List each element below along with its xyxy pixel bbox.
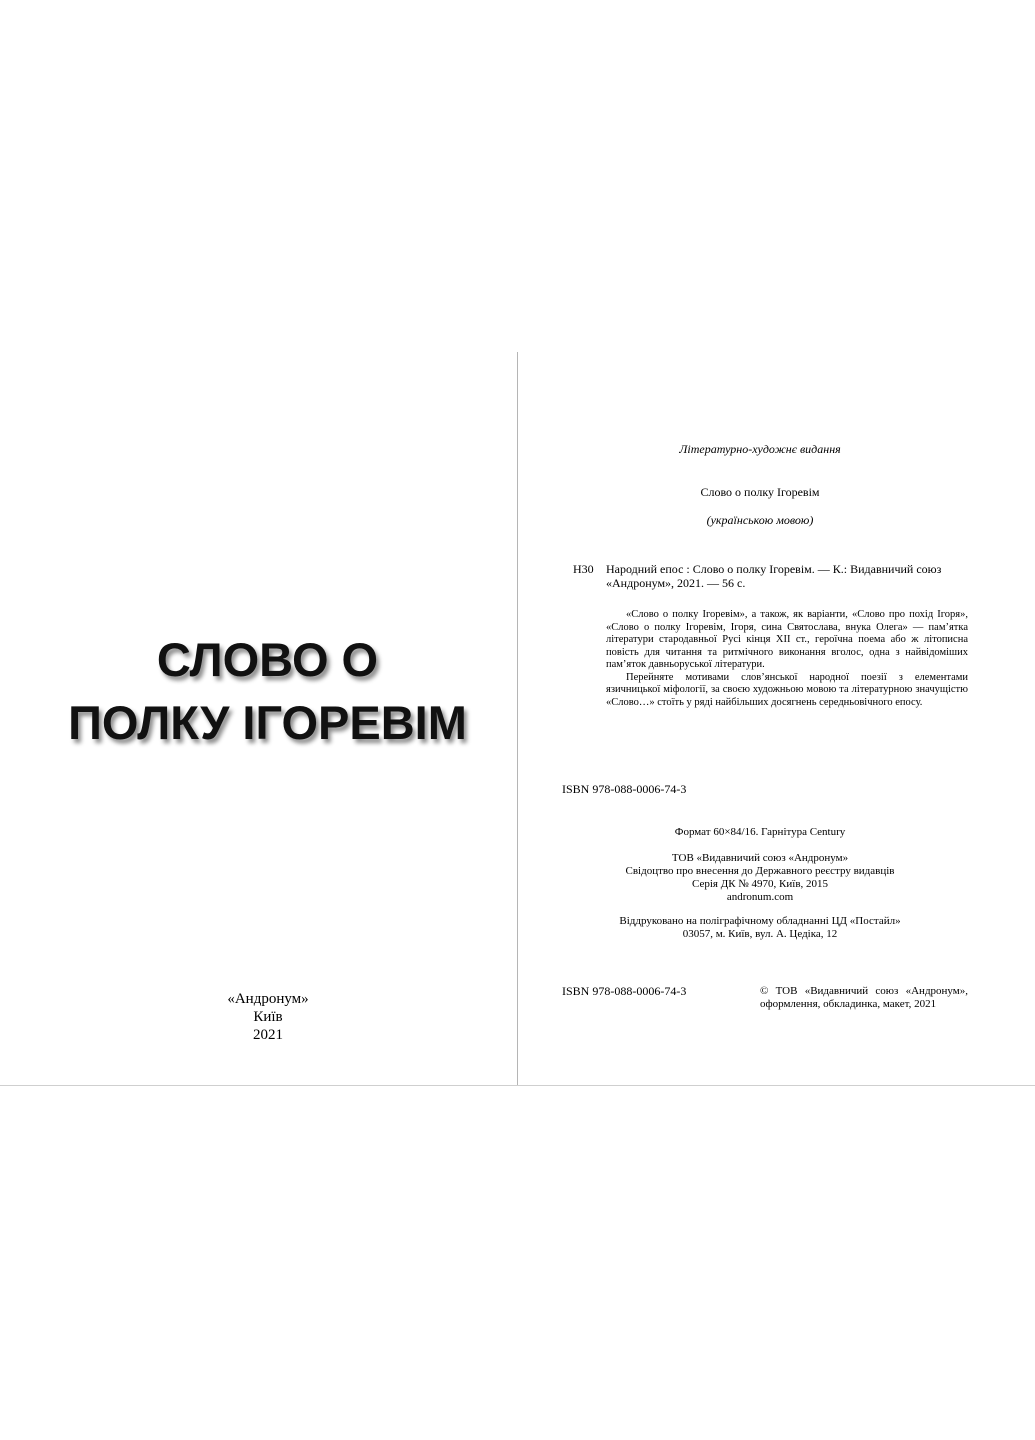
bibliographic-record: [606, 563, 968, 590]
publisher-series: Серія ДК № 4970, Київ, 2015: [691, 878, 829, 890]
language-note: (українською мовою): [706, 513, 814, 527]
printer-address: 03057, м. Київ, вул. А. Цедіка, 12: [682, 928, 838, 940]
left-publisher: «Андронум»: [227, 991, 309, 1007]
copyright-notice: © ТОВ «Видавничий союз «Андронум», оформлення, обкладинка, макет, 2021: [760, 985, 968, 1010]
printer-info: [560, 915, 960, 941]
left-imprint: [168, 990, 368, 1044]
publisher-website: andronum.com: [726, 891, 794, 903]
cover-title-line1: СЛОВО О: [156, 633, 379, 686]
isbn-top: ISBN 978-088-0006-74-3: [562, 782, 687, 796]
annotation-paragraph-2: Перейняте мотивами слов’янської народної поезії з елементами язичницької міфології, за своєю художньою мовою та літературною значущістю «Слово…» стоїть у ряді найбільших досягнень середньовічного епосу.: [606, 671, 968, 708]
left-city: Київ: [253, 1009, 283, 1025]
udc-code: Н30: [573, 562, 594, 576]
isbn-bottom: ISBN 978-088-0006-74-3: [562, 984, 687, 998]
biblio-line1: Народний епос : Слово о полку Ігоревім. — К.: Видавничий союз: [606, 562, 942, 576]
annotation: [606, 609, 968, 709]
publisher-name: ТОВ «Видавничий союз «Андронум»: [671, 852, 849, 864]
publisher-info: [560, 852, 960, 904]
cover-title-line2: ПОЛКУ ІГОРЕВІМ: [68, 696, 467, 749]
biblio-line2: «Андронум», 2021. — 56 с.: [606, 575, 746, 590]
left-year: 2021: [253, 1027, 283, 1043]
genre-label: Літературно-художнє видання: [679, 442, 841, 456]
printer-name: Віддруковано на поліграфічному обладнанні ЦД «Постайл»: [619, 915, 901, 927]
book-title: Слово о полку Ігоревім: [700, 485, 820, 499]
format-info: Формат 60×84/16. Гарнітура Century: [674, 826, 846, 838]
page-bottom-edge: [0, 1085, 1035, 1086]
publisher-certificate: Свідоцтво про внесення до Державного реєстру видавців: [625, 865, 895, 877]
annotation-paragraph-1: «Слово о полку Ігоревім», а також, як варіанти, «Слово про похід Ігоря», «Слово о полку Ігоревім, Ігоря, сина Святослава, внука Олега» — пам’ятка літератури стародавньої Русі кінця XII ст., героїчна поема або ж літописна повість для читання та ритмічного виконання вголос, одна з найвідоміших пам’яток давньоруської літератури.: [606, 609, 968, 670]
